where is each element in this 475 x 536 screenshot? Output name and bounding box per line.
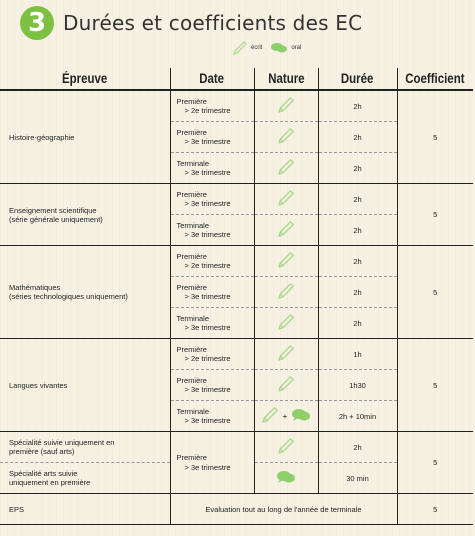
- date-cell: Terminale > 3e trimestre: [170, 308, 254, 339]
- duree-cell: 2h: [318, 277, 397, 308]
- table-row: [0, 184, 473, 215]
- coef-specialite: 5: [397, 432, 473, 494]
- speech-bubble-icon: [276, 470, 296, 486]
- date-cell: Première > 2e trimestre: [170, 90, 254, 122]
- duree-cell: 2h: [318, 215, 397, 246]
- epreuve-math: Mathématiques (séries technologiques uniquement): [0, 246, 170, 339]
- epreuve-arts: Spécialité arts suivie uniquement en première: [0, 463, 170, 494]
- date-cell: Première > 3e trimestre: [170, 370, 254, 401]
- coef-math: 5: [397, 246, 473, 339]
- legend: [232, 41, 309, 55]
- nature-cell: [254, 308, 318, 339]
- nature-cell: [254, 370, 318, 401]
- date-cell: Terminale > 3e trimestre: [170, 401, 254, 432]
- pencil-icon: [277, 375, 295, 395]
- duree-cell: 2h: [318, 184, 397, 215]
- table-row: [0, 246, 473, 277]
- duree-cell: 2h: [318, 90, 397, 122]
- nature-cell: [254, 246, 318, 277]
- step-number-badge: 3: [20, 6, 54, 40]
- duree-cell: 2h: [318, 153, 397, 184]
- nature-cell: [254, 184, 318, 215]
- date-cell: Terminale > 3e trimestre: [170, 215, 254, 246]
- nature-cell: [254, 90, 318, 122]
- coef-sci: 5: [397, 184, 473, 246]
- epreuve-histoire: Histoire-géographie: [0, 90, 170, 184]
- table-row: [0, 432, 473, 463]
- legend-ecrit-label: écrit: [251, 45, 263, 51]
- duree-cell: 2h: [318, 308, 397, 339]
- nature-cell: [254, 432, 318, 463]
- duree-cell: 1h: [318, 339, 397, 370]
- ec-table: [0, 68, 473, 525]
- pencil-icon: [277, 127, 295, 147]
- coef-eps: 5: [397, 494, 473, 525]
- epreuve-eps: EPS: [0, 494, 170, 525]
- duree-cell: 1h30: [318, 370, 397, 401]
- col-header-nature: Nature: [254, 68, 318, 90]
- coef-langues: 5: [397, 339, 473, 432]
- speech-bubble-icon: [270, 42, 288, 54]
- nature-cell: [254, 215, 318, 246]
- eps-description: Evaluation tout au long de l'année de terminale: [170, 494, 397, 525]
- table-row: [0, 339, 473, 370]
- pencil-icon: [277, 282, 295, 302]
- legend-oral-label: oral: [291, 45, 302, 51]
- nature-cell: +: [254, 401, 318, 432]
- date-cell: Première > 2e trimestre: [170, 246, 254, 277]
- epreuve-langues: Langues vivantes: [0, 339, 170, 432]
- table-row: [0, 90, 473, 122]
- pencil-icon: [277, 189, 295, 209]
- pencil-icon: [261, 406, 279, 426]
- pencil-icon: [277, 251, 295, 271]
- coef-histoire: 5: [397, 90, 473, 184]
- duree-cell: 30 min: [318, 463, 397, 494]
- epreuve-sci: Enseignement scientifique (série générale uniquement): [0, 184, 170, 246]
- page-header: [20, 6, 362, 40]
- epreuve-specialite: Spécialité suivie uniquement en première (sauf arts): [0, 432, 170, 463]
- nature-cell: [254, 122, 318, 153]
- pencil-icon: [277, 437, 295, 457]
- col-header-duree: Durée: [318, 68, 397, 90]
- date-cell: Première > 3e trimestre: [170, 184, 254, 215]
- page-title: Durées et coefficients des EC: [63, 11, 363, 35]
- date-cell: Première > 3e trimestre: [170, 277, 254, 308]
- nature-cell: [254, 339, 318, 370]
- pencil-icon: [277, 96, 295, 116]
- speech-bubble-icon: [291, 408, 311, 424]
- pencil-icon: [277, 158, 295, 178]
- col-header-coefficient: Coefficient: [397, 68, 473, 90]
- nature-cell: [254, 153, 318, 184]
- pencil-icon: [277, 313, 295, 333]
- duree-cell: 2h: [318, 122, 397, 153]
- nature-cell: [254, 277, 318, 308]
- duree-cell: 2h: [318, 246, 397, 277]
- date-cell: Première > 2e trimestre: [170, 339, 254, 370]
- pencil-icon: [277, 220, 295, 240]
- date-cell: Première > 3e trimestre: [170, 432, 254, 494]
- col-header-epreuve: Épreuve: [0, 68, 170, 90]
- col-header-date: Date: [170, 68, 254, 90]
- pencil-icon: [277, 344, 295, 364]
- duree-cell: 2h: [318, 432, 397, 463]
- nature-cell: [254, 463, 318, 494]
- table-row: [0, 494, 473, 525]
- date-cell: Terminale > 3e trimestre: [170, 153, 254, 184]
- date-cell: Première > 3e trimestre: [170, 122, 254, 153]
- pencil-icon: [232, 41, 248, 55]
- duree-cell: 2h + 10min: [318, 401, 397, 432]
